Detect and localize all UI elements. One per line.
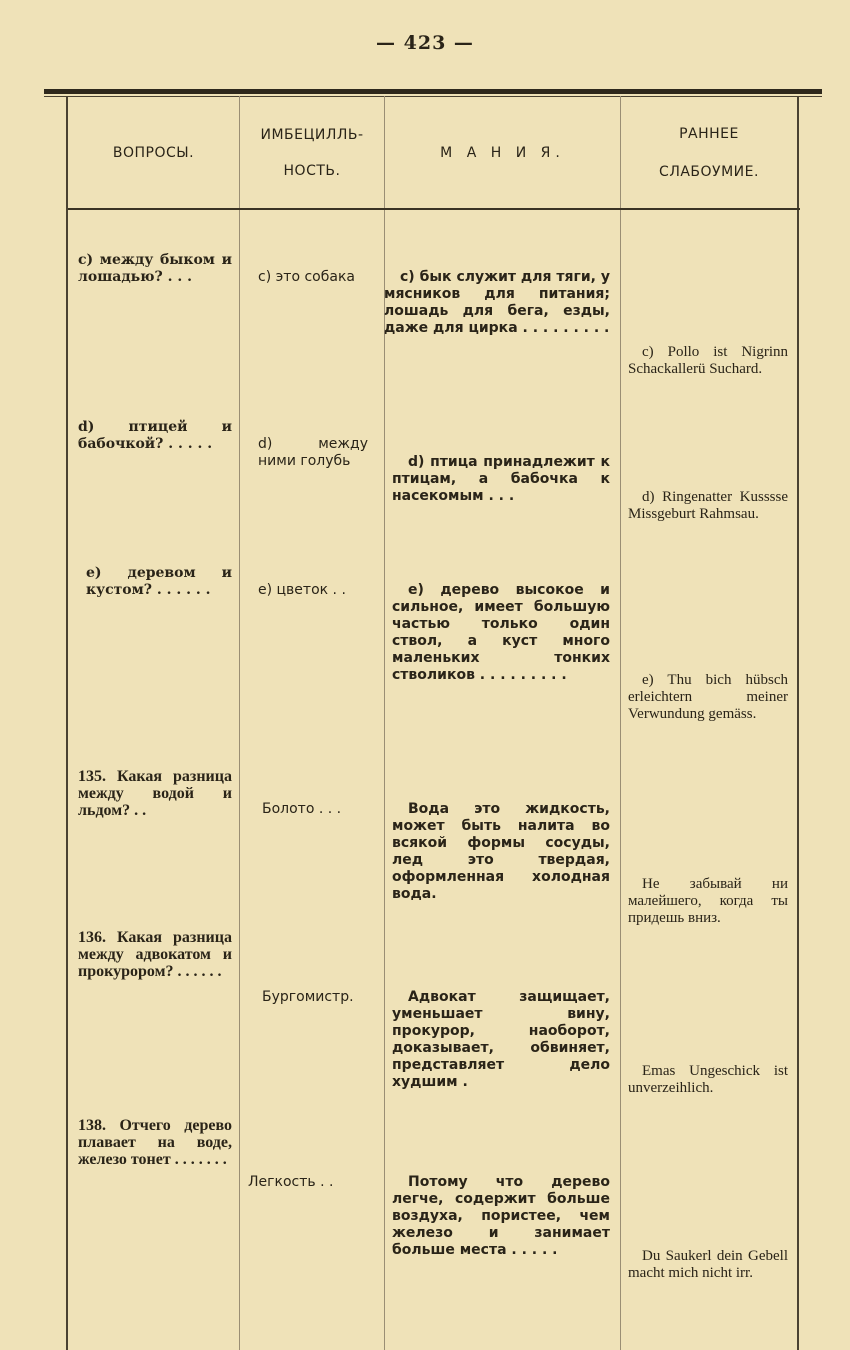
mania-cell: Адвокат защищает, уменьшает вину, прокурор, наоборот, доказывает, обвиняет, представляет дело худшим . — [392, 989, 610, 1090]
header-rule — [68, 208, 800, 210]
question-cell: е) деревом и кустом? . . . . . . — [86, 565, 232, 598]
dementia-cell: e) Thu bich hübsch erleichtern meiner Verwundung gemäss. — [628, 672, 788, 722]
header-dementia-line-1: РАННЕЕ — [679, 126, 739, 142]
mania-cell: d) птица принадлежит к птицам, а бабочка к насекомым . . . — [392, 454, 610, 504]
header-questions — [68, 100, 239, 206]
dementia-cell: Emas Ungeschick ist unverzeihlich. — [628, 1063, 788, 1096]
mania-cell: с) бык служит для тяги, у мясников для питания; лошадь для бега, езды, даже для цирка . . . . . . . . . — [384, 269, 610, 336]
mania-cell: Вода это жидкость, может быть налита во всякой формы сосуды, лед это твердая, оформленная холодная вода. — [392, 801, 610, 902]
mania-cell: е) дерево высокое и сильное, имеет большую частью только один ствол, а куст много маленьких тонких стволиков . . . . . . . . . — [392, 582, 610, 683]
header-imbecility-line-1: ИМБЕЦИЛЛЬ- — [260, 127, 364, 143]
header-mania-label: М А Н И Я. — [440, 145, 565, 161]
dementia-cell: Du Saukerl dein Gebell macht mich nicht irr. — [628, 1248, 788, 1281]
top-rule-thin — [44, 96, 822, 97]
dementia-cell: Не забывай ни малейшего, когда ты придешь вниз. — [628, 876, 788, 926]
top-rule — [44, 89, 822, 94]
imbecility-cell: е) цветок . . — [258, 582, 346, 598]
header-mania — [385, 100, 620, 206]
table-right-border — [797, 96, 799, 1350]
imbecility-cell: Бургомистр. — [262, 989, 354, 1005]
page-number: — 423 — — [376, 32, 474, 54]
mania-cell: Потому что дерево легче, содержит больше воздуха, пористее, чем железо и занимает больше места . . . . . — [392, 1174, 610, 1258]
imbecility-cell: Болото . . . — [262, 801, 342, 817]
question-cell: 135. Какая разница между водой и льдом? . . — [78, 768, 232, 819]
question-cell: с) между быком и лошадью? . . . — [78, 252, 232, 285]
column-divider-1 — [239, 96, 240, 1350]
question-cell: 138. Отчего дерево плавает на воде, железо тонет . . . . . . . — [78, 1117, 232, 1168]
header-imbecility-line-2: НОСТЬ. — [283, 163, 341, 179]
table-left-border — [66, 96, 68, 1350]
dementia-cell: c) Pollo ist Nigrinn Schackallerü Suchard. — [628, 344, 788, 377]
imbecility-cell: d) между ними голубь — [258, 436, 368, 469]
header-dementia-line-2: СЛАБОУМИЕ. — [659, 164, 759, 180]
imbecility-cell: Легкость . . — [248, 1174, 334, 1190]
header-dementia — [621, 100, 797, 206]
question-cell: 136. Какая разница между адвокатом и прокурором? . . . . . . — [78, 929, 232, 980]
column-divider-3 — [620, 96, 621, 1350]
question-cell: d) птицей и бабочкой? . . . . . — [78, 419, 232, 452]
dementia-cell: d) Ringenatter Kusssse Missgeburt Rahmsau. — [628, 489, 788, 522]
header-questions-label: ВОПРОСЫ. — [112, 145, 195, 161]
imbecility-cell: с) это собака — [258, 269, 355, 285]
header-imbecility — [240, 100, 384, 206]
